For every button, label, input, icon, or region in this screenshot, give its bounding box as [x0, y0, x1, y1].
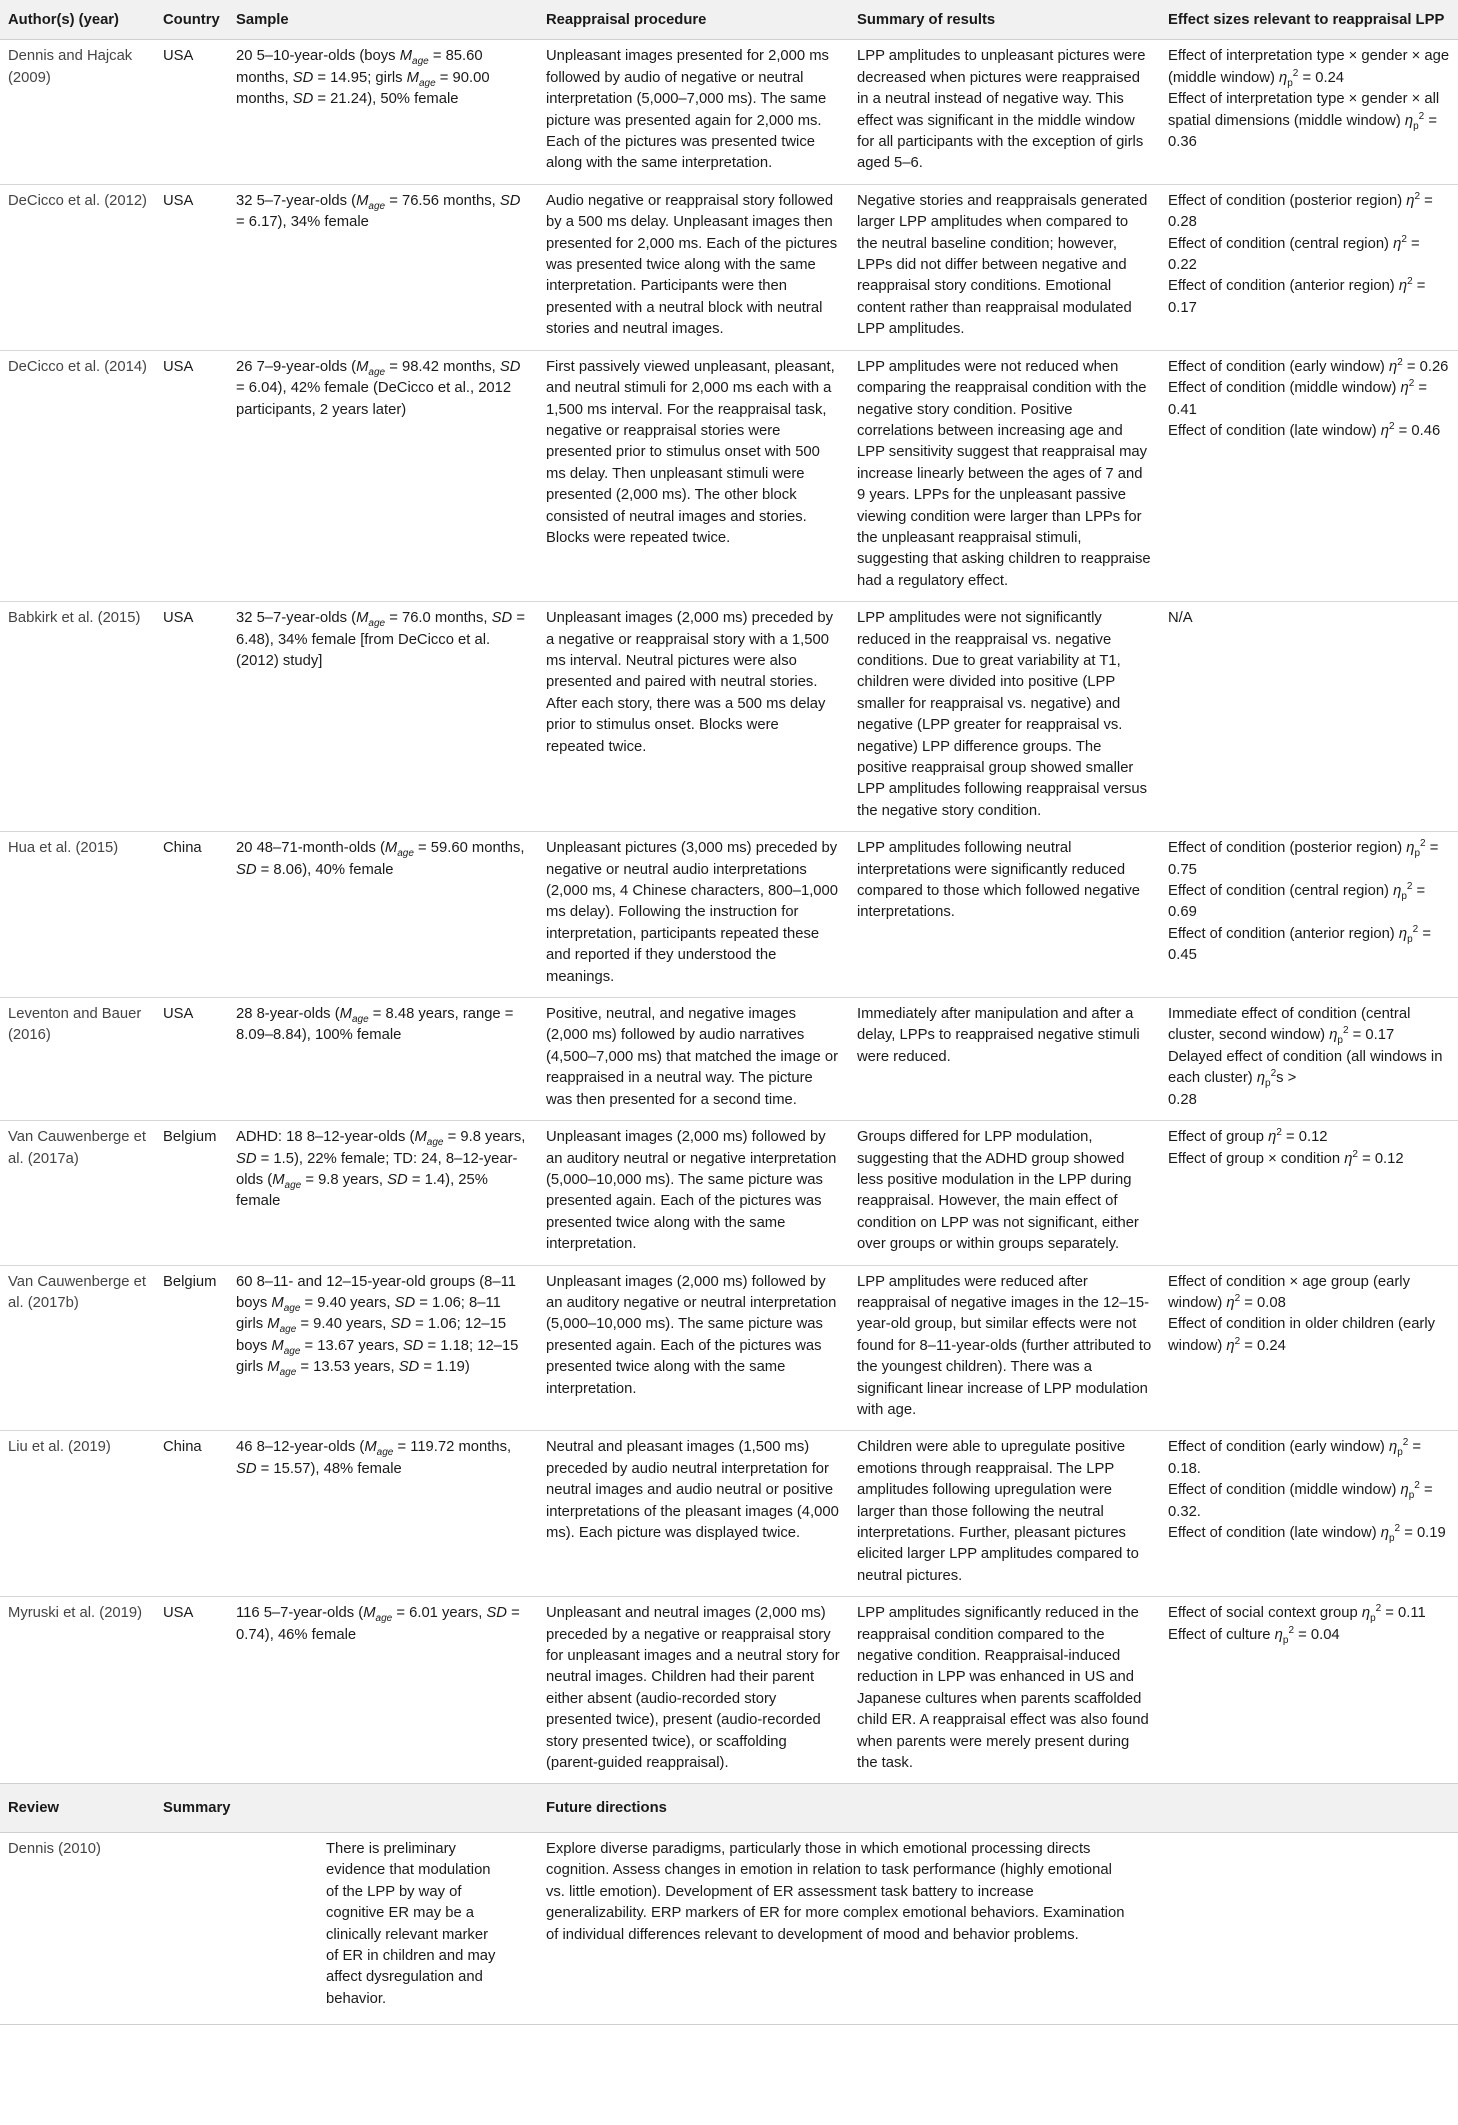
review-future: Explore diverse paradigms, particularly those in which emotional processing directs cognition. Assess changes in emotion in relation to task performance (highly emotional vs. little emotion). Development of ER assessment task battery to increase generalizability. ERP markers of ER for more complex emotional behaviors. Examination of individual differences relevant to development of mood and behavior problems.: [538, 1832, 1458, 2024]
cell-effects: Effect of group $\eta^2 = 0.12$ Effect of group × condition $\eta^2 = 0.12$: [1160, 1121, 1458, 1265]
cell-effects: Immediate effect of condition (central cluster, second window) $\eta_p^2 = 0.17$ Delayed effect of condition (all windows in each cluster) $\eta_p^2s$ > 0.28: [1160, 998, 1458, 1121]
cell-procedure: Unpleasant images (2,000 ms) followed by an auditory neutral or negative interpretation (5,000–10,000 ms). The same picture was presented again. Each of the pictures was presented twice along with the same interpretation.: [538, 1121, 849, 1265]
cell-effects: Effect of condition × age group (early window) $\eta^2 = 0.08$ Effect of condition in older children (early window) $\eta^2 = 0.24$: [1160, 1265, 1458, 1431]
cell-results: LPP amplitudes were not significantly reduced in the reappraisal vs. negative conditions. Due to great variability at T1, children were divided into positive (LPP smaller for reappraisal vs. negative) and negative (LPP greater for reappraisal vs. negative) LPP difference groups. The positive reappraisal group showed smaller LPP amplitudes following reappraisal versus the negative story condition.: [849, 602, 1160, 832]
header-country: Country: [155, 0, 228, 40]
header-sample: Sample: [228, 0, 538, 40]
table-row: [0, 40, 1458, 184]
cell-author: Liu et al. (2019): [0, 1431, 155, 1597]
table-row: [0, 184, 1458, 350]
cell-author: Hua et al. (2015): [0, 832, 155, 998]
header-results: Summary of results: [849, 0, 1160, 40]
cell-sample: 26 7–9-year-olds ($M_{age} = 98.42$ months, SD = 6.04), 42% female (DeCicco et al., 2012 participants, 2 years later): [228, 350, 538, 601]
cell-country: USA: [155, 40, 228, 184]
cell-author: Myruski et al. (2019): [8, 1605, 143, 1622]
table-row: [0, 1431, 1458, 1597]
cell-procedure: Neutral and pleasant images (1,500 ms) preceded by audio neutral interpretation for neutral images and audio neutral or positive interpretations of the pleasant images (4,000 ms). Each picture was displayed twice.: [538, 1431, 849, 1597]
cell-country: USA: [155, 184, 228, 350]
table-row: [0, 350, 1458, 601]
table-row: [0, 1265, 1458, 1431]
cell-results: Groups differed for LPP modulation, suggesting that the ADHD group showed less positive modulation in the LPP during reappraisal. However, the main effect of condition on LPP was not significant, either over groups or within groups separately.: [849, 1121, 1160, 1265]
cell-results: LPP amplitudes significantly reduced in the reappraisal condition compared to the negative condition. Reappraisal-induced reduction in LPP was enhanced in US and Japanese cultures when parents scaffolded child ER. A reappraisal effect was also found when parents were merely present during the task.: [857, 1605, 1149, 1772]
cell-results: LPP amplitudes following neutral interpretations were significantly reduced compared to those which followed negative interpretations.: [849, 832, 1160, 998]
cell-effects: Effect of condition (posterior region) $\eta_p^2 = 0.75$ Effect of condition (central region) $\eta_p^2 = 0.69$ Effect of condition (anterior region) $\eta_p^2 = 0.45$: [1160, 832, 1458, 998]
cell-author: Dennis and Hajcak (2009): [0, 40, 155, 184]
review-summary: There is preliminary evidence that modulation of the LPP by way of cognitive ER may be a clinically relevant marker of ER in children and may affect dysregulation and behavior.: [155, 1832, 538, 2024]
cell-author: Babkirk et al. (2015): [0, 602, 155, 832]
cell-author: Leventon and Bauer (2016): [0, 998, 155, 1121]
header-effects: Effect sizes relevant to reappraisal LPP: [1160, 0, 1458, 40]
review-row: [0, 1832, 1458, 2024]
table-row: [0, 998, 1458, 1121]
table-header-row: [0, 0, 1458, 40]
cell-country: USA: [155, 602, 228, 832]
cell-sample: 60 8–11- and 12–15-year-old groups (8–11 boys $M_{age} = 9.40$ years, SD = 1.06; 8–11 girls $M_{age} = 9.40$ years, SD = 1.06; 12–15 boys $M_{age} = 13.67$ years, SD = 1.18; 12–15 girls $M_{age} = 13.53$ years, SD = 1.19): [228, 1265, 538, 1431]
table-row: [0, 602, 1458, 832]
cell-country: USA: [163, 1605, 194, 1622]
cell-effects: Effect of condition (posterior region) $\eta^2 = 0.28$ Effect of condition (central region) $\eta^2 = 0.22$ Effect of condition (anterior region) $\eta^2 = 0.17$: [1160, 184, 1458, 350]
cell-sample: 28 8-year-olds ($M_{age} = 8.48$ years, range = 8.09–8.84), 100% female: [228, 998, 538, 1121]
cell-procedure: First passively viewed unpleasant, pleasant, and neutral stimuli for 2,000 ms each with a 1,500 ms interval. For the reappraisal task, negative or reappraisal stories were presented prior to stimulus onset with 500 ms delay. Then unpleasant stimuli were presented (2,000 ms). The other block consisted of neutral images and stories. Blocks were repeated twice.: [538, 350, 849, 601]
cell-sample: ADHD: 18 8–12-year-olds ($M_{age} = 9.8$ years, SD = 1.5), 22% female; TD: 24, 8–12-year-olds ($M_{age} = 9.8$ years, SD = 1.4), 25% female: [228, 1121, 538, 1265]
header-author: Author(s) (year): [0, 0, 155, 40]
cell-results: Negative stories and reappraisals generated larger LPP amplitudes when compared to the neutral baseline condition; however, LPPs did not differ between negative and reappraisal story conditions. Emotional content rather than reappraisal modulated LPP amplitudes.: [849, 184, 1160, 350]
cell-results: Children were able to upregulate positive emotions through reappraisal. The LPP amplitudes following upregulation were larger than those following the neutral interpretations. Further, pleasant pictures elicited larger LPP amplitudes compared to neutral pictures.: [849, 1431, 1160, 1597]
cell-procedure: Unpleasant and neutral images (2,000 ms) preceded by a negative or reappraisal story for unpleasant images and a neutral story for neutral images. Children had their parent either absent (audio-recorded story presented twice), present (audio-recorded story presented twice), or scaffolding (parent-guided reappraisal).: [546, 1605, 840, 1772]
table-row: [0, 832, 1458, 998]
header-summary: Summary: [155, 1784, 538, 1832]
cell-results: Immediately after manipulation and after a delay, LPPs to reappraised negative stimuli were reduced.: [849, 998, 1160, 1121]
cell-country: Belgium: [155, 1121, 228, 1265]
cell-country: China: [155, 832, 228, 998]
cell-country: USA: [155, 350, 228, 601]
cell-sample: 20 5–10-year-olds (boys $M_{age} = 85.60$ months, SD = 14.95; girls $M_{age} = 90.00$ months, SD = 21.24), 50% female: [228, 40, 538, 184]
cell-sample: 32 5–7-year-olds ($M_{age} = 76.0$ months, SD = 6.48), 34% female [from DeCicco et al. (2012) study]: [228, 602, 538, 832]
cell-effects: N/A: [1160, 602, 1458, 832]
study-rows: [0, 40, 1458, 1784]
cell-procedure: Unpleasant images (2,000 ms) followed by an auditory negative or neutral interpretation (5,000–10,000 ms). The same picture was presented again. Each of the pictures was presented twice along with the same interpretation.: [538, 1265, 849, 1431]
cell-sample: 116 5–7-year-olds ($M_{age} = 6.01$ years, SD = 0.74), 46% female: [236, 1605, 520, 1643]
review-name: Dennis (2010): [0, 1832, 155, 2024]
cell-sample: 32 5–7-year-olds ($M_{age} = 76.56$ months, SD = 6.17), 34% female: [228, 184, 538, 350]
cell-country: Belgium: [155, 1265, 228, 1431]
cell-author: DeCicco et al. (2012): [0, 184, 155, 350]
cell-procedure: Positive, neutral, and negative images (2,000 ms) followed by audio narratives (4,500–7,000 ms) that matched the image or reappraised in a neutral way. The picture was then presented for a second time.: [538, 998, 849, 1121]
cell-procedure: Unpleasant images (2,000 ms) preceded by a negative or reappraisal story with a 1,500 ms interval. Neutral pictures were also presented and paired with neutral stories. After each story, there was a 500 ms delay prior to stimulus onset. Blocks were repeated twice.: [538, 602, 849, 832]
cell-country: USA: [155, 998, 228, 1121]
header-future: Future directions: [538, 1784, 1458, 1832]
cell-country: China: [155, 1431, 228, 1597]
cell-effects: Effect of condition (early window) $\eta^2 = 0.26$ Effect of condition (middle window) $\eta^2 = 0.41$ Effect of condition (late window) $\eta^2 = 0.46$: [1160, 350, 1458, 601]
cell-results: LPP amplitudes were not reduced when comparing the reappraisal condition with the negative story condition. Positive correlations between increasing age and LPP sensitivity suggest that reappraisal may increase linearly between the ages of 7 and 9 years. LPPs for the unpleasant passive viewing condition were larger than LPPs for the unpleasant reappraisal stimuli, suggesting that asking children to reappraise had a regulatory effect.: [849, 350, 1160, 601]
cell-procedure: Unpleasant images presented for 2,000 ms followed by audio of negative or neutral interpretation (5,000–7,000 ms). The same picture was presented again for 2,000 ms. Each of the pictures was presented twice along with the same interpretation.: [538, 40, 849, 184]
cell-effects: Effect of social context group $\eta_p^2 = 0.11$ Effect of culture $\eta_p^2 = 0.04$: [1168, 1603, 1426, 1646]
cell-results: LPP amplitudes to unpleasant pictures were decreased when pictures were reappraised in a neutral instead of negative way. This effect was significant in the middle window for all participants with the exception of girls aged 5–6.: [849, 40, 1160, 184]
cell-effects: Effect of condition (early window) $\eta_p^2 = 0.18$. Effect of condition (middle window) $\eta_p^2 = 0.32$. Effect of condition (late window) $\eta_p^2 = 0.19$: [1160, 1431, 1458, 1597]
cell-author: Van Cauwenberge et al. (2017b): [0, 1265, 155, 1431]
cell-sample: 20 48–71-month-olds ($M_{age} = 59.60$ months, SD = 8.06), 40% female: [228, 832, 538, 998]
header-procedure: Reappraisal procedure: [538, 0, 849, 40]
review-header-row: [0, 1784, 1458, 1832]
cell-author: Van Cauwenberge et al. (2017a): [0, 1121, 155, 1265]
table-row: [0, 1597, 1458, 1784]
header-review: Review: [0, 1784, 155, 1832]
cell-procedure: Unpleasant pictures (3,000 ms) preceded by negative or neutral audio interpretations (2,000 ms, 4 Chinese characters, 800–1,000 ms delay). Following the instruction for interpretation, participants repeated these and reported if they understood the meanings.: [538, 832, 849, 998]
cell-procedure: Audio negative or reappraisal story followed by a 500 ms delay. Unpleasant images then presented for 2,000 ms. Each of the pictures was presented twice along with the same interpretation. Participants were then presented with a neutral block with neutral stories and neutral images.: [538, 184, 849, 350]
cell-effects: Effect of interpretation type × gender × age (middle window) $\eta_p^2 = 0.24$ Effect of interpretation type × gender × all spatial dimensions (middle window) $\eta_p^2 = 0.36$: [1160, 40, 1458, 184]
cell-author: DeCicco et al. (2014): [0, 350, 155, 601]
table-row: [0, 1121, 1458, 1265]
cell-sample: 46 8–12-year-olds ($M_{age} = 119.72$ months, SD = 15.57), 48% female: [228, 1431, 538, 1597]
cell-results: LPP amplitudes were reduced after reappraisal of negative images in the 12–15-year-old group, but similar effects were not found for 8–11-year-olds (further attributed to the youngest children). There was a significant linear increase of LPP modulation with age.: [849, 1265, 1160, 1431]
